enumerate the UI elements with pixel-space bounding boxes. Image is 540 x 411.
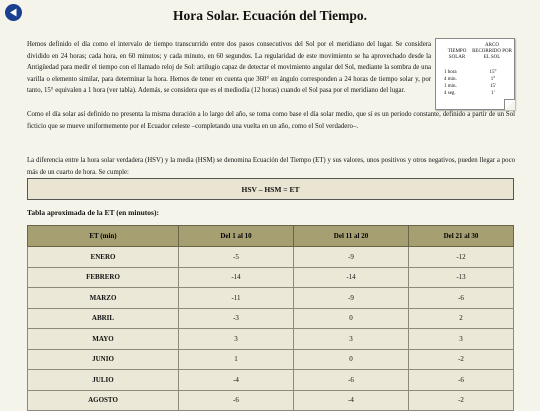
et-value-cell: -14 (294, 267, 409, 288)
note-arc: 15' (490, 84, 496, 89)
page-fold-decoration (504, 99, 515, 110)
col-header-1-10: Del 1 al 10 (179, 226, 294, 247)
note-row (436, 77, 514, 83)
col-header-21-30: Del 21 al 30 (409, 226, 514, 247)
page-title: Hora Solar. Ecuación del Tiempo. (172, 8, 368, 23)
et-value-cell: -12 (409, 247, 514, 268)
et-value-cell: 0 (294, 349, 409, 370)
note-time: 1 min. (444, 84, 457, 89)
et-value-cell: 3 (179, 329, 294, 350)
et-value-cell: 0 (294, 308, 409, 329)
time-arc-note (435, 38, 515, 110)
table-row (28, 329, 514, 350)
et-value-cell: 2 (409, 308, 514, 329)
et-value-cell: -6 (409, 370, 514, 391)
intro-paragraph-2: Como el día solar así definido no presenta la misma duración a lo largo del año, se toma como base el día solar medio, que sí es un periodo constante, definido a partir de un Sol ficticio que se mueve uniformemente por el Ecuador celeste –completando una vuelta en un año, como el Sol verdadero–. (27, 111, 515, 130)
intro-paragraph-1: Hemos definido el día como el intervalo de tiempo transcurrido entre dos pasos consecutivos del Sol por el meridiano del lugar. Se considera dividido en 24 horas; cada hora, en 60 minutos; y cada minuto, en 60 segundos. La regularidad de este movimiento se ha aprovechado desde la Antigüedad para medir el tiempo con el llamado reloj de Sol: artilugio capaz de detectar el movimiento angular del Sol, mediante la sombra de una varilla o elemento similar, para determinar la hora. Hemos de tener en cuenta que 360° en ángulo corresponden a 24 horas de tiempo solar y, por tanto, 15° equivalen a 1 hora (ver tabla). Además, se considera que es el mediodía (12 horas) cuando el Sol pasa por el meridiano del lugar. (27, 41, 431, 95)
et-value-cell: -9 (294, 247, 409, 268)
formula-text: HSV – HSM = ET (241, 184, 300, 194)
et-value-cell: -9 (294, 288, 409, 309)
et-value-cell: -11 (179, 288, 294, 309)
et-value-cell: 1 (179, 349, 294, 370)
et-value-cell: -6 (294, 370, 409, 391)
note-row (436, 91, 514, 97)
et-value-cell: -14 (179, 267, 294, 288)
month-cell: ENERO (28, 247, 179, 268)
note-time: 4 min. (444, 77, 457, 82)
et-value-cell: -13 (409, 267, 514, 288)
et-value-cell: -6 (179, 390, 294, 411)
et-value-cell: -2 (409, 390, 514, 411)
note-time: 1 hora (444, 70, 457, 75)
month-cell: ABRIL (28, 308, 179, 329)
table-title: Tabla aproximada de la ET (en minutos): (27, 208, 159, 217)
month-cell: AGOSTO (28, 390, 179, 411)
table-row (28, 247, 514, 268)
et-value-cell: 3 (409, 329, 514, 350)
col-header-et: ET (min) (28, 226, 179, 247)
note-header (439, 43, 511, 63)
et-table (27, 225, 514, 411)
note-arc: 1° (490, 77, 496, 82)
table-row (28, 349, 514, 370)
et-value-cell: 3 (294, 329, 409, 350)
month-cell: MAYO (28, 329, 179, 350)
col-header-11-20: Del 11 al 20 (294, 226, 409, 247)
et-value-cell: -6 (409, 288, 514, 309)
note-arc: 15° (489, 70, 497, 75)
note-col-time-header: TIEMPO SOLAR (447, 49, 467, 60)
intro-paragraph-3: La diferencia entre la hora solar verdadera (HSV) y la media (HSM) se denomina Ecuación del Tiempo (ET) y sus valores, unos positivos y otros negativos, pueden llegar a poco más de un cuarto de hora. Se cumple: (27, 157, 515, 176)
note-time: 4 seg. (444, 91, 456, 96)
et-value-cell: -3 (179, 308, 294, 329)
month-cell: JULIO (28, 370, 179, 391)
et-value-cell: -5 (179, 247, 294, 268)
table-header-row (28, 226, 514, 247)
formula-box (27, 178, 514, 200)
note-arc: 1' (491, 91, 495, 96)
table-row (28, 308, 514, 329)
table-row (28, 370, 514, 391)
note-row (436, 70, 514, 76)
month-cell: FEBRERO (28, 267, 179, 288)
month-cell: MARZO (28, 288, 179, 309)
table-row (28, 267, 514, 288)
et-value-cell: -4 (179, 370, 294, 391)
et-value-cell: -2 (409, 349, 514, 370)
note-col-arc-header: ARCO RECORRIDO POR EL SOL (472, 43, 512, 60)
table-row (28, 288, 514, 309)
note-row (436, 84, 514, 90)
month-cell: JUNIO (28, 349, 179, 370)
et-value-cell: -4 (294, 390, 409, 411)
table-row (28, 390, 514, 411)
